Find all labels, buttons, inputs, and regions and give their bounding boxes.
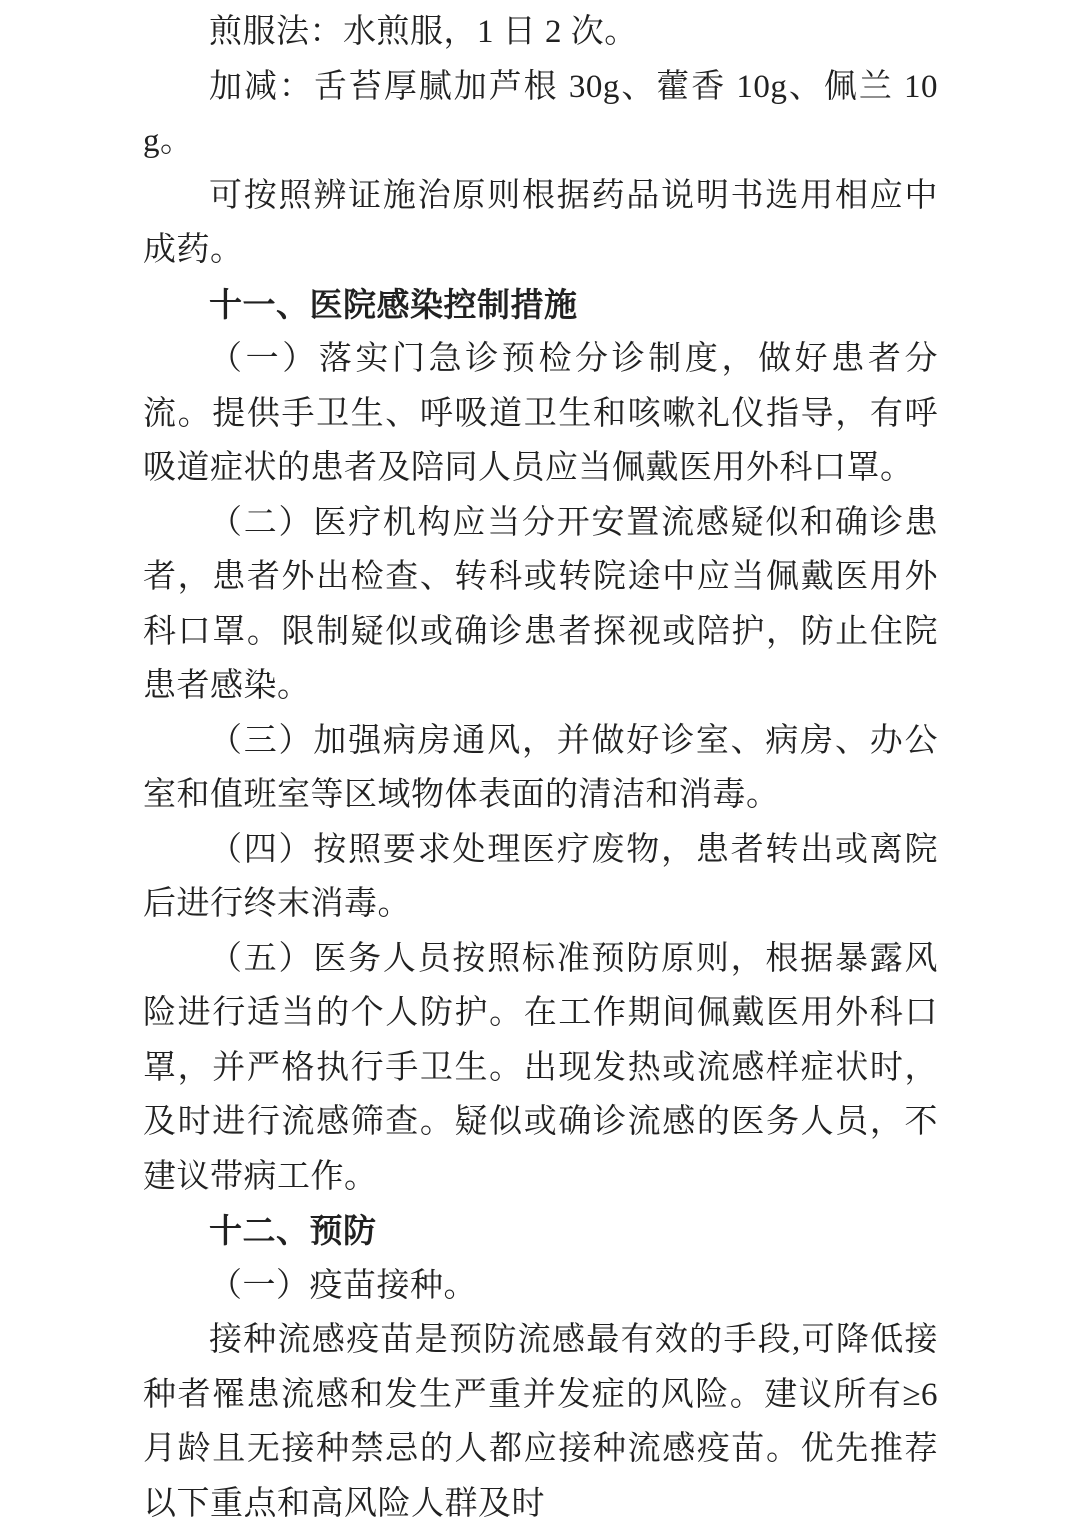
paragraph-12-1-title: （一）疫苗接种。	[209, 1267, 477, 1304]
paragraph-11-4: （四）按照要求处理医疗废物，患者转出或离院后进行终末消毒。	[143, 831, 938, 922]
section-heading-11: 十一、医院感染控制措施	[209, 285, 578, 323]
document-body	[143, 5, 938, 1531]
paragraph-decoction-method: 煎服法：水煎服，1 日 2 次。	[209, 14, 638, 50]
paragraph-patent-medicine-note: 可按照辨证施治原则根据药品说明书选用相应中成药。	[143, 177, 938, 268]
section-heading-12: 十二、预防	[209, 1212, 377, 1249]
paragraph-11-3: （三）加强病房通风，并做好诊室、病房、办公室和值班室等区域物体表面的清洁和消毒。	[143, 722, 938, 813]
paragraph-11-2: （二）医疗机构应当分开安置流感疑似和确诊患者，患者外出检查、转科或转院途中应当佩戴医用外科口罩。限制疑似或确诊患者探视或陪护，防止住院患者感染。	[143, 504, 938, 704]
paragraph-11-5: （五）医务人员按照标准预防原则，根据暴露风险进行适当的个人防护。在工作期间佩戴医用外科口罩，并严格执行手卫生。出现发热或流感样症状时，及时进行流感筛查。疑似或确诊流感的医务人员，不建议带病工作。	[143, 940, 938, 1195]
paragraph-modifications: 加减：舌苔厚腻加芦根 30g、藿香 10g、佩兰 10g。	[143, 68, 938, 159]
paragraph-12-vaccine: 接种流感疫苗是预防流感最有效的手段,可降低接种者罹患流感和发生严重并发症的风险。建议所有≥6 月龄且无接种禁忌的人都应接种流感疫苗。优先推荐以下重点和高风险人群及时	[143, 1322, 938, 1522]
paragraph-11-1: （一）落实门急诊预检分诊制度，做好患者分流。提供手卫生、呼吸道卫生和咳嗽礼仪指导，有呼吸道症状的患者及陪同人员应当佩戴医用外科口罩。	[143, 341, 938, 486]
